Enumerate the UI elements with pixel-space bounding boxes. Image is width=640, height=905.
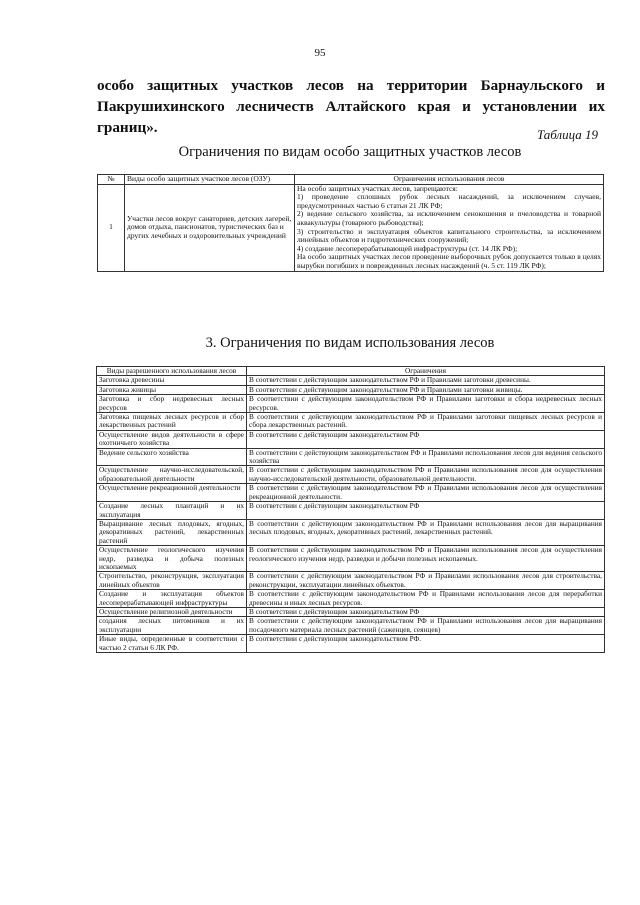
table-row [97, 484, 605, 502]
intro-paragraph: особо защитных участков лесов на территории Барнаульского и Пакрушихинского лесничеств Алтайского края и установлении их границ». [97, 77, 605, 136]
restriction-line: На особо защитных участках лесов, запрещаются: [297, 183, 458, 193]
use-type: Заготовка живицы [97, 385, 247, 394]
header-use-type: Виды разрешенного использования лесов [97, 367, 247, 376]
use-type: Ведение сельского хозяйства [97, 448, 247, 466]
use-restriction: В соответствии с действующим законодательством РФ и Правилами использования лесов для осуществления рекреационной деятельности. [247, 484, 605, 502]
header-ozu-type: Виды особо защитных участков лесов (ОЗУ) [125, 175, 295, 185]
restriction-line: На особо защитных участках лесов проведение выборочных рубок допускается только в целях вырубки погибших и поврежденных лесных насаждений (ч. 5 ст. 119 ЛК РФ); [297, 252, 601, 270]
use-restriction: В соответствии с действующим законодательством РФ и Правилами использования лесов для осуществления геологического изучения недр, разведки и добычи полезных ископаемых. [247, 546, 605, 572]
table-row [97, 617, 605, 635]
table1-title: Ограничения по видам особо защитных участков лесов [178, 144, 522, 160]
use-restriction: В соответствии с действующим законодательством РФ и Правилами использования лесов для выращивания лесных плодовых, ягодных, декоративных растений, лекарственных растений. [247, 519, 605, 545]
use-restriction: В соответствии с действующим законодательством РФ и Правилами заготовки древесины. [247, 376, 605, 385]
use-restriction: В соответствии с действующим законодательством РФ и Правилами заготовки пищевых лесных ресурсов и сбора лекарственных растений. [247, 413, 605, 431]
use-type: Создание и эксплуатация объектов лесоперерабатывающей инфраструктуры [97, 590, 247, 608]
table-row [97, 395, 605, 413]
use-type: Осуществление религиозной деятельности [97, 607, 247, 616]
forest-use-restrictions-table [96, 366, 605, 653]
use-restriction: В соответствии с действующим законодательством РФ и Правилами заготовки и сбора недревесных лесных ресурсов. [247, 395, 605, 413]
use-type: создания лесных питомников и их эксплуатации [97, 617, 247, 635]
row-num: 1 [98, 184, 125, 271]
use-restriction: В соответствии с действующим законодательством РФ и Правилами использования лесов для ведения сельского хозяйства [247, 448, 605, 466]
use-type: Осуществление рекреационной деятельности [97, 484, 247, 502]
use-restriction: В соответствии с действующим законодательством РФ и Правилами заготовки живицы. [247, 385, 605, 394]
use-restriction: В соответствии с действующим законодательством РФ и Правилами использования лесов для строительства, реконструкции, эксплуатации линейных объектов. [247, 572, 605, 590]
restriction-line: 4) создание лесоперерабатывающей инфраструктуры (ст. 14 ЛК РФ); [297, 243, 518, 253]
use-type: Выращивание лесных плодовых, ягодных, декоративных растений, лекарственных растений [97, 519, 247, 545]
header-restrictions: Ограничения использования лесов [295, 175, 604, 185]
restriction-line: 1) проведение сплошных рубок лесных насаждений, за исключением случаев, предусмотренных частью 6 статьи 21 ЛК РФ; [297, 192, 601, 210]
table-row [97, 430, 605, 448]
use-restriction: В соответствии с действующим законодательством РФ и Правилами использования лесов для выращивания посадочного материала лесных растений (саженцев, сеянцев) [247, 617, 605, 635]
row-ozu-type: Участки лесов вокруг санаториев, детских лагерей, домов отдыха, пансионатов, туристических баз и других лечебных и оздоровительных учреждений [125, 184, 295, 271]
table-row [97, 572, 605, 590]
table-row [97, 590, 605, 608]
table-row [97, 519, 605, 545]
use-type: Иные виды, определенные в соответствии с частью 2 статьи 6 ЛК РФ. [97, 635, 247, 653]
use-type: Заготовка и сбор недревесных лесных ресурсов [97, 395, 247, 413]
use-restriction: В соответствии с действующим законодательством РФ. [247, 635, 605, 653]
use-restriction: В соответствии с действующим законодательством РФ и Правилами использования лесов для переработки древесины и иных лесных ресурсов. [247, 590, 605, 608]
table-row [97, 546, 605, 572]
table-row [97, 502, 605, 520]
header-num: № [98, 175, 125, 185]
use-type: Осуществление видов деятельности в сфере охотничьего хозяйства [97, 430, 247, 448]
table-row [97, 376, 605, 385]
ozu-restrictions-table [97, 174, 604, 272]
use-type: Осуществление геологического изучения недр, разведка и добыча полезных ископаемых [97, 546, 247, 572]
use-restriction: В соответствии с действующим законодательством РФ и Правилами использования лесов для осуществления научно-исследовательской деятельности, образовательной деятельности. [247, 466, 605, 484]
use-restriction: В соответствии с действующим законодательством РФ [247, 502, 605, 520]
use-restriction: В соответствии с действующим законодательством РФ [247, 430, 605, 448]
table-row [97, 448, 605, 466]
table-label: Таблица 19 [536, 127, 598, 142]
page-number: 95 [314, 47, 326, 59]
use-type: Создание лесных плантаций и их эксплуатация [97, 502, 247, 520]
use-type: Осуществление научно-исследовательской, образовательной деятельности [97, 466, 247, 484]
table-row [98, 184, 604, 271]
use-type: Строительство, реконструкция, эксплуатация линейных объектов [97, 572, 247, 590]
restriction-line: 3) строительство и эксплуатация объектов капитального строительства, за исключением линейных объектов и гидротехнических сооружений; [297, 226, 601, 245]
use-type: Заготовка пищевых лесных ресурсов и сбор лекарственных растений [97, 413, 247, 431]
header-restrictions: Ограничения [247, 367, 605, 376]
table-header-row [98, 175, 604, 185]
table-row [97, 413, 605, 431]
row-restrictions [295, 184, 604, 271]
section3-title: 3. Ограничения по видам использования лесов [205, 335, 495, 351]
table-row [97, 635, 605, 653]
restriction-line: 2) ведение сельского хозяйства, за исключением сенокошения и пчеловодства и товарной аквакультуры (товарного рыбоводства); [297, 209, 601, 227]
use-restriction: В соответствии с действующим законодательством РФ [247, 607, 605, 616]
table-row [97, 466, 605, 484]
use-type: Заготовка древесины [97, 376, 247, 385]
